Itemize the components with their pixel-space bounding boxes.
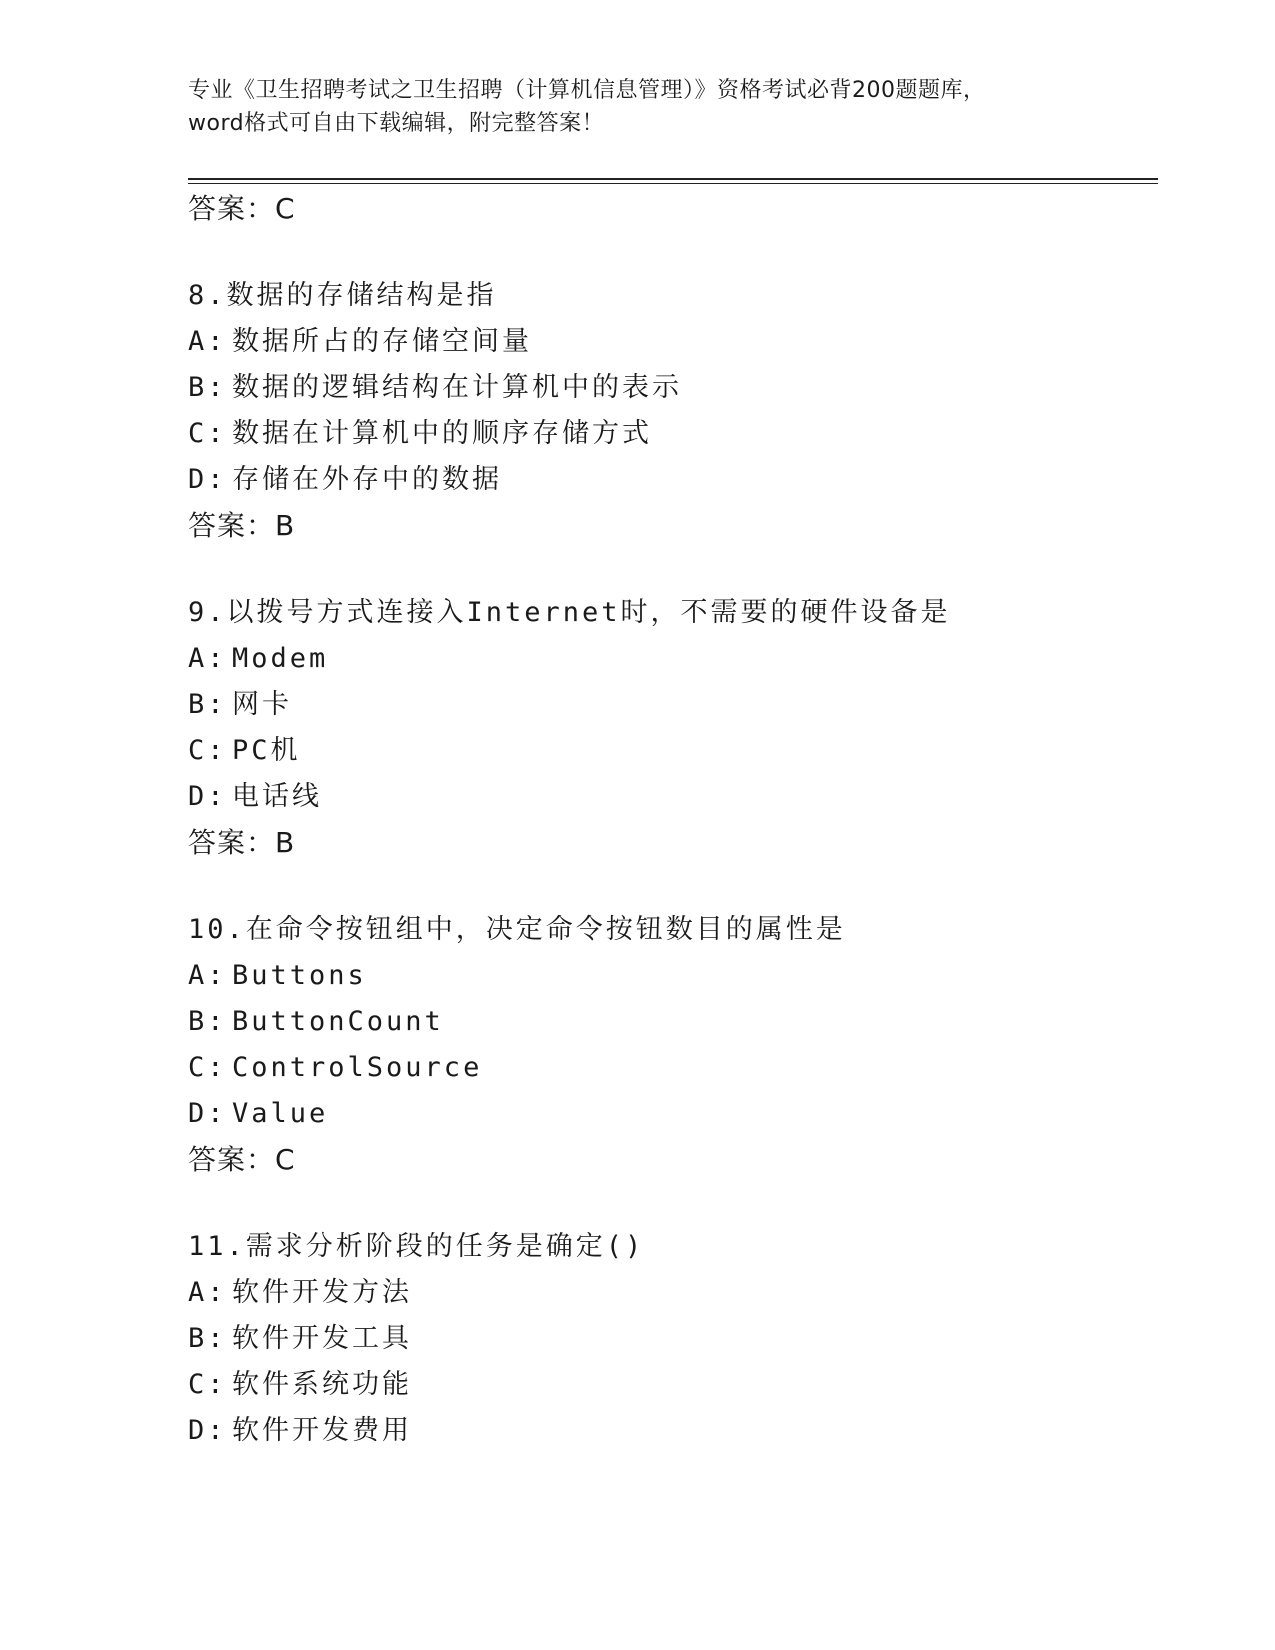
option-text: 网卡 <box>232 689 292 720</box>
option-text: Modem <box>232 643 329 674</box>
option-text: ControlSource <box>232 1052 483 1083</box>
option-c <box>188 411 1148 457</box>
option-text: 软件开发费用 <box>232 1415 412 1446</box>
option-text: 软件开发工具 <box>232 1323 412 1354</box>
option-b <box>188 1316 1148 1362</box>
option-a <box>188 1270 1148 1316</box>
header-line-2: word格式可自由下载编辑，附完整答案！ <box>188 111 605 136</box>
option-label: C: <box>188 1369 227 1400</box>
option-text: 软件系统功能 <box>232 1369 412 1400</box>
option-label: B: <box>188 372 227 403</box>
answer-line: 答案：C <box>188 1143 296 1176</box>
question-title: 8.数据的存储结构是指 <box>188 280 497 311</box>
option-label: D: <box>188 1098 227 1129</box>
option-b <box>188 682 1148 728</box>
header-divider-thin <box>188 183 1158 184</box>
header-divider <box>188 178 1158 180</box>
question-title: 11.需求分析阶段的任务是确定() <box>188 1231 645 1262</box>
spacer <box>188 866 1148 907</box>
spacer <box>188 1183 1148 1224</box>
option-text: 电话线 <box>232 781 322 812</box>
option-text: 软件开发方法 <box>232 1277 412 1308</box>
option-c <box>188 1045 1148 1091</box>
option-label: A: <box>188 326 227 357</box>
question-list <box>188 186 1148 1454</box>
option-text: 存储在外存中的数据 <box>232 464 502 495</box>
answer-line: 答案：C <box>188 192 296 225</box>
option-b <box>188 999 1148 1045</box>
question-title: 9.以拨号方式连接入Internet时，不需要的硬件设备是 <box>188 597 951 628</box>
question-title: 10.在命令按钮组中，决定命令按钮数目的属性是 <box>188 914 846 945</box>
option-a <box>188 319 1148 365</box>
option-d <box>188 1408 1148 1454</box>
question-block <box>188 907 1148 1183</box>
spacer <box>188 549 1148 590</box>
answer-line: 答案：B <box>188 509 296 542</box>
answer-line: 答案：B <box>188 826 296 859</box>
option-label: D: <box>188 1415 227 1446</box>
document-header <box>188 74 1088 140</box>
option-d <box>188 774 1148 820</box>
spacer <box>188 232 1148 273</box>
option-c <box>188 1362 1148 1408</box>
option-a <box>188 636 1148 682</box>
option-label: B: <box>188 1006 227 1037</box>
option-text: ButtonCount <box>232 1006 444 1037</box>
option-label: C: <box>188 735 227 766</box>
option-label: C: <box>188 1052 227 1083</box>
option-label: A: <box>188 1277 227 1308</box>
option-text: Buttons <box>232 960 367 991</box>
option-label: A: <box>188 643 227 674</box>
option-label: D: <box>188 464 227 495</box>
option-a <box>188 953 1148 999</box>
option-text: 数据所占的存储空间量 <box>232 326 532 357</box>
question-block <box>188 590 1148 866</box>
option-label: B: <box>188 689 227 720</box>
option-text: Value <box>232 1098 329 1129</box>
option-label: D: <box>188 781 227 812</box>
option-d <box>188 457 1148 503</box>
option-d <box>188 1091 1148 1137</box>
question-block <box>188 1224 1148 1454</box>
option-text: 数据在计算机中的顺序存储方式 <box>232 418 652 449</box>
question-block <box>188 273 1148 549</box>
option-label: A: <box>188 960 227 991</box>
option-text: PC机 <box>232 735 301 766</box>
option-label: B: <box>188 1323 227 1354</box>
option-label: C: <box>188 418 227 449</box>
option-text: 数据的逻辑结构在计算机中的表示 <box>232 372 682 403</box>
header-line-1: 专业《卫生招聘考试之卫生招聘（计算机信息管理）》资格考试必背200题题库， <box>188 78 986 103</box>
option-b <box>188 365 1148 411</box>
option-c <box>188 728 1148 774</box>
